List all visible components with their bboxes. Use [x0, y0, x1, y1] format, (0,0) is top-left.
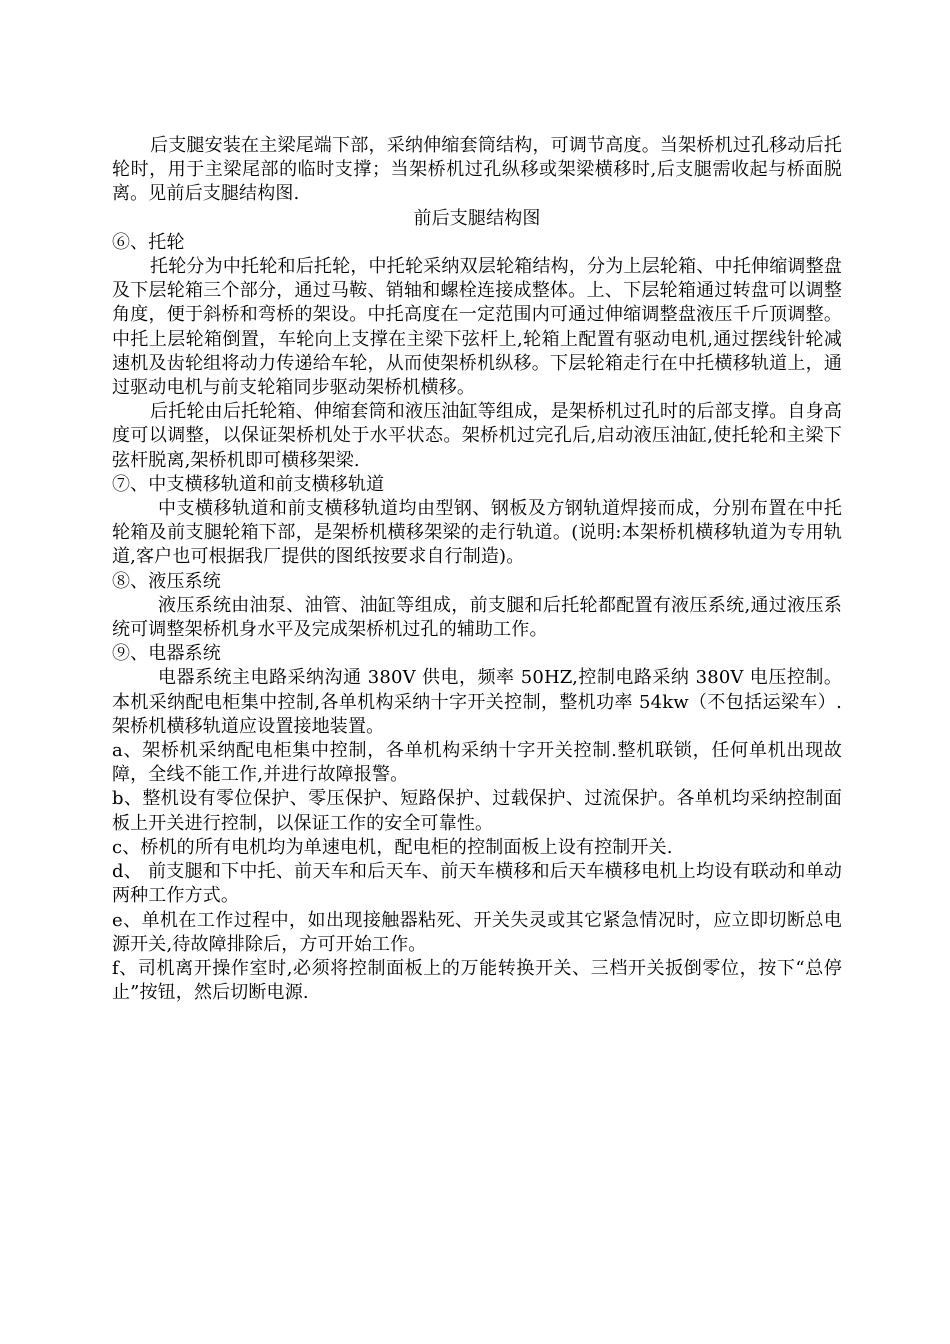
section-heading-9: ⑨、电器系统 [112, 643, 221, 665]
paragraph-hydraulic: 液压系统由油泵、油管、油缸等组成，前支腿和后托轮都配置有液压系统,通过液压系统可调整架桥机身水平及完成架桥机过孔的辅助工作。 [112, 594, 842, 641]
list-item-c: c、桥机的所有电机均为单速电机，配电柜的控制面板上设有控制开关. [112, 836, 673, 858]
list-item-a: a、架桥机采纳配电柜集中控制，各单机构采纳十字开关控制.整机联锁，任何单机出现故障，全线不能工作,并进行故障报警。 [112, 740, 842, 786]
list-item-b: b、整机设有零位保护、零压保护、短路保护、过载保护、过流保护。各单机均采纳控制面板上开关进行控制，以保证工作的安全可靠性。 [112, 788, 842, 834]
figure-caption: 前后支腿结构图 [413, 207, 541, 229]
section-heading-6: ⑥、托轮 [112, 231, 185, 253]
paragraph-rear-leg: 后支腿安装在主梁尾端下部，采纳伸缩套筒结构，可调节高度。当架桥机过孔移动后托轮时，用于主梁尾部的临时支撑；当架桥机过孔纵移或架梁横移时,后支腿需收起与桥面脱离。见前后支腿结构图. [112, 135, 842, 205]
document-page [112, 134, 842, 1005]
paragraph-support-wheel: 托轮分为中托轮和后托轮，中托轮采纳双层轮箱结构，分为上层轮箱、中托伸缩调整盘及下层轮箱三个部分，通过马鞍、销轴和螺栓连接成整体。上、下层轮箱通过转盘可以调整角度，便于斜桥和弯桥的架设。中托高度在一定范围内可通过伸缩调整盘液压千斤顶调整。中托上层轮箱倒置，车轮向上支撑在主梁下弦杆上,轮箱上配置有驱动电机,通过摆线针轮减速机及齿轮组将动力传递给车轮，从而使架桥机纵移。下层轮箱走行在中托横移轨道上，通过驱动电机与前支轮箱同步驱动架桥机横移。 [112, 256, 842, 399]
list-item-f: f、司机离开操作室时,必须将控制面板上的万能转换开关、三档开关扳倒零位，按下“总停止”按钮，然后切断电源. [112, 957, 842, 1004]
list-item-d: d、 前支腿和下中托、前天车和后天车、前天车横移和后天车横移电机上均设有联动和单动两种工作方式。 [112, 861, 842, 907]
paragraph-electrical: 电器系统主电路采纳沟通 380V 供电，频率 50HZ,控制电路采纳 380V 电压控制。本机采纳配电柜集中控制,各单机构采纳十字开关控制，整机功率 54kw（不包括运梁车）.架桥机横移轨道应设置接地装置。 [112, 667, 842, 737]
paragraph-rear-wheel: 后托轮由后托轮箱、伸缩套筒和液压油缸等组成，是架桥机过孔时的后部支撑。自身高度可以调整，以保证架桥机处于水平状态。架桥机过完孔后,启动液压油缸,使托轮和主梁下弦杆脱离,架桥机即可横移架梁. [112, 401, 842, 471]
section-heading-8: ⑧、液压系统 [112, 570, 221, 592]
section-heading-7: ⑦、中支横移轨道和前支横移轨道 [112, 473, 385, 495]
paragraph-traverse-track: 中支横移轨道和前支横移轨道均由型钢、钢板及方钢轨道焊接而成，分别布置在中托轮箱及前支腿轮箱下部，是架桥机横移架梁的走行轨道。(说明:本架桥机横移轨道为专用轨道,客户也可根据我厂提供的图纸按要求自行制造)。 [112, 498, 842, 568]
list-item-e: e、单机在工作过程中，如出现接触器粘死、开关失灵或其它紧急情况时，应立即切断总电源开关,待故障排除后，方可开始工作。 [112, 909, 842, 955]
